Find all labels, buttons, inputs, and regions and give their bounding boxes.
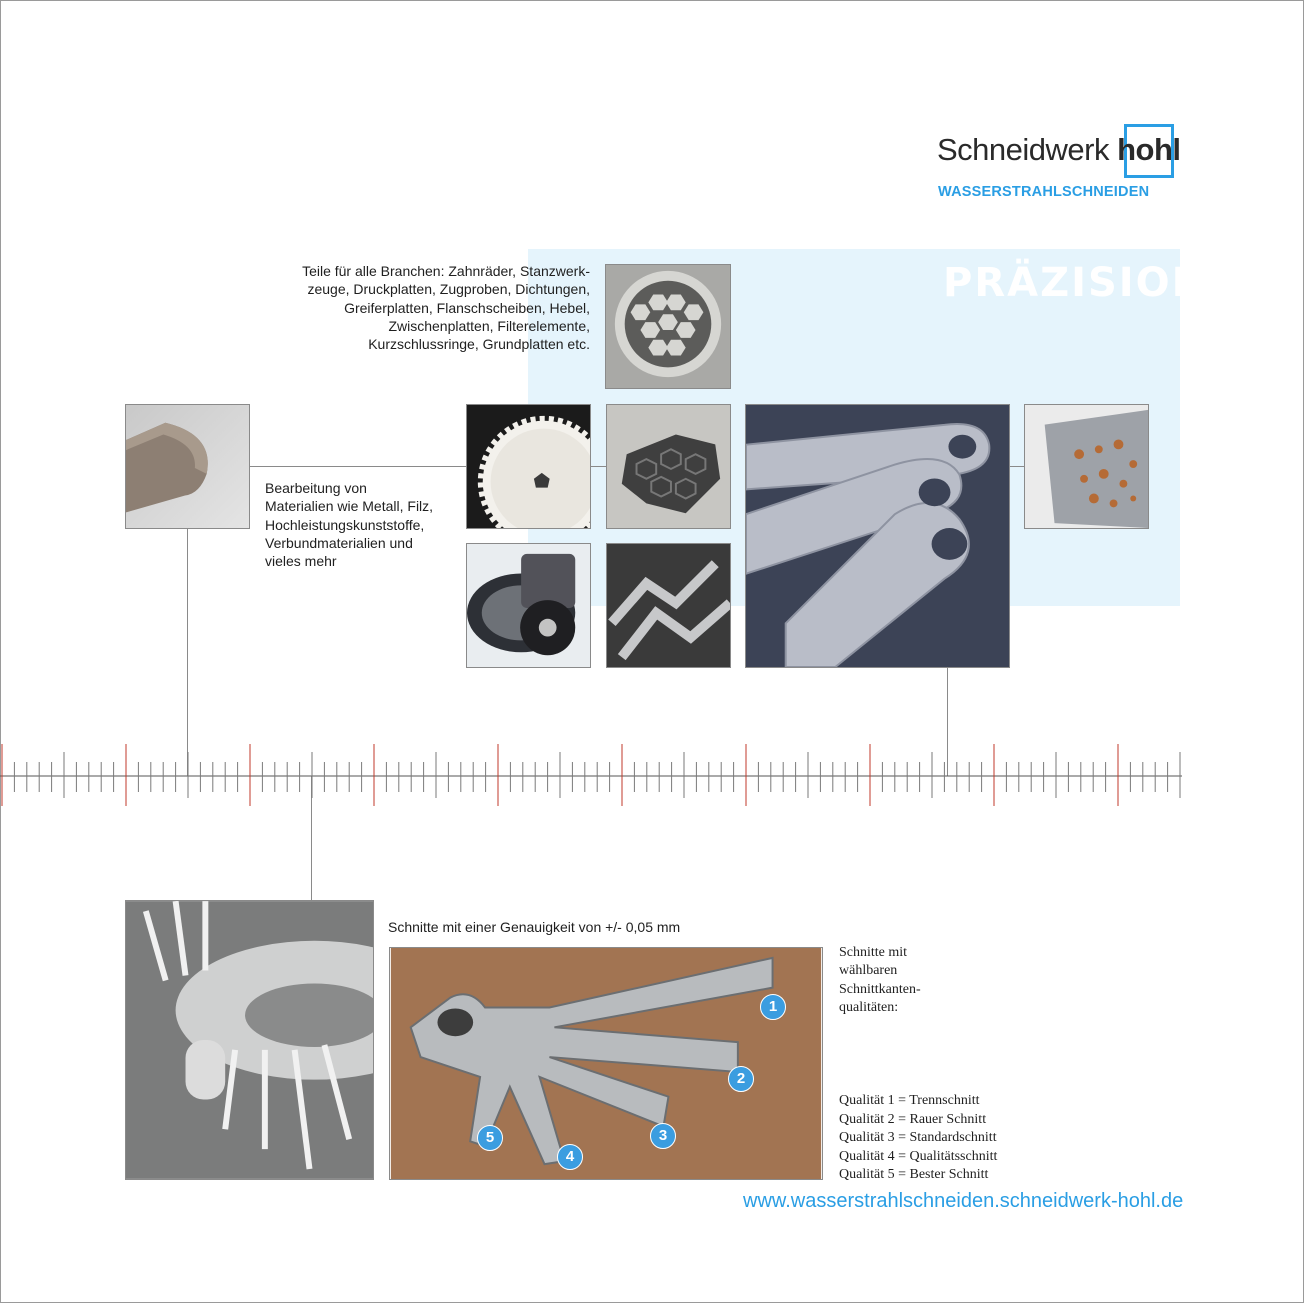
materials-paragraph (265, 479, 465, 570)
quality-marker-1: 1 (760, 994, 786, 1020)
quality-intro-line: wählbaren (839, 963, 898, 979)
industries-line: zeuge, Druckplatten, Zugproben, Dichtungen, (307, 281, 590, 298)
industries-line: Zwischenplatten, Filterelemente, (388, 317, 590, 334)
quality-intro (839, 944, 921, 1017)
company-logo (930, 122, 1182, 202)
honeycomb-parts-photo (606, 404, 731, 529)
quality-item: Qualität 2 = Rauer Schnitt (839, 1111, 987, 1127)
perforated-plate-photo (1024, 404, 1149, 529)
quality-item: Qualität 3 = Standardschnitt (839, 1130, 997, 1145)
logo-name-regular: Schneidwerk (937, 132, 1109, 167)
quality-intro-line: Schnitte mit (839, 945, 908, 960)
quality-item: Qualität 4 = Qualitätsschnitt (839, 1148, 998, 1164)
quality-marker-4: 4 (557, 1144, 583, 1170)
accuracy-caption: Schnitte mit einer Genauigkeit von +/- 0,05 mm (388, 919, 681, 935)
quality-intro-line: Schnittkanten- (839, 981, 921, 997)
connector-line (249, 466, 467, 467)
quality-item: Qualität 1 = Trennschnitt (839, 1093, 980, 1108)
website-link[interactable]: www.wasserstrahlschneiden.schneidwerk-hohl.de (743, 1190, 1184, 1212)
connector-line (187, 528, 188, 776)
industries-paragraph (280, 262, 590, 353)
quality-intro-line: qualitäten: (839, 999, 899, 1015)
lever-parts-photo (745, 404, 1010, 668)
materials-line: Bearbeitung von (265, 480, 367, 496)
measurement-ruler (0, 740, 1182, 810)
quality-marker-5: 5 (477, 1125, 503, 1151)
felt-sample-photo (125, 404, 250, 529)
radial-fins-photo (125, 900, 374, 1180)
plastic-gear-photo (466, 404, 591, 529)
industries-line: Teile für alle Branchen: Zahnräder, Stanzwerk- (302, 263, 590, 279)
filter-plate-photo (605, 264, 731, 389)
materials-line: Materialien wie Metall, Filz, (265, 498, 434, 515)
quality-item: Qualität 5 = Bester Schnitt (839, 1167, 989, 1182)
connector-line (1009, 466, 1025, 467)
logo-subtitle: WASSERSTRAHLSCHNEIDEN (938, 184, 1150, 200)
materials-line: vieles mehr (265, 553, 337, 570)
quality-marker-2: 2 (728, 1066, 754, 1092)
quality-list (839, 1092, 997, 1185)
logo-wordmark (937, 132, 1181, 168)
cut-quality-sample-photo (389, 947, 823, 1180)
materials-line: Verbundmaterialien und (265, 534, 413, 551)
materials-line: Hochleistungskunststoffe, (265, 516, 425, 533)
industries-line: Greiferplatten, Flanschscheiben, Hebel, (344, 299, 590, 316)
hero-title: PRÄZISION (943, 260, 1208, 306)
quality-marker-3: 3 (650, 1123, 676, 1149)
industries-line: Kurzschlussringe, Grundplatten etc. (368, 336, 590, 353)
connector-line (590, 466, 606, 467)
zigzag-parts-photo (606, 543, 731, 668)
carbon-rotor-photo (466, 543, 591, 668)
logo-name-boxed: hohl (1117, 132, 1181, 167)
